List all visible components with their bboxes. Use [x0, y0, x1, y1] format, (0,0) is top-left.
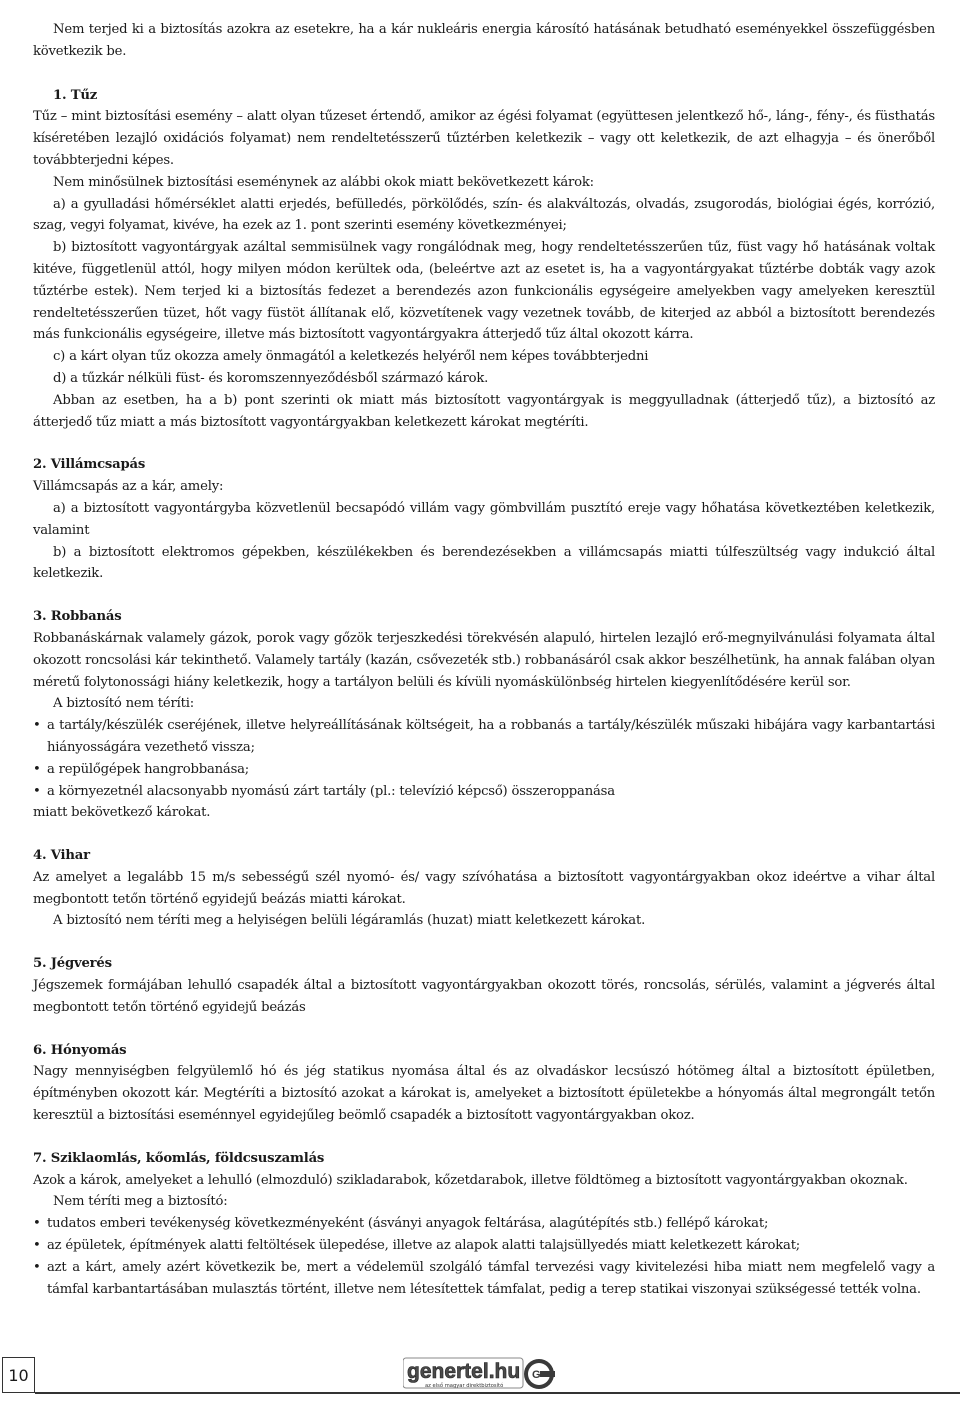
- section-title-landslide: 7. Sziklaomlás, kőomlás, földcsuszamlás: [33, 1150, 325, 1166]
- landslide-exclusion-item: • az épületek, építmények alatti feltöltések ülepedése, illetve az alapok alatti talajsüllyedés miatt keletkezett károkat;: [33, 1235, 935, 1257]
- lightning-item-b: b) a biztosított elektromos gépekben, készülékekben és berendezésekben a villámcsapás miatti túlfeszültség vagy indukció által keletkezik.: [33, 544, 935, 582]
- section-title-lightning: 2. Villámcsapás: [33, 457, 146, 473]
- fire-exclusions-intro: Nem minősülnek biztosítási eseménynek az alábbi okok miatt bekövetkezett károk:: [53, 174, 594, 190]
- lightning-intro: Villámcsapás az a kár, amely:: [33, 479, 224, 495]
- section-title-snow: 6. Hónyomás: [33, 1042, 127, 1058]
- explosion-exclusion-item: • a repülőgépek hangrobbanása;: [33, 759, 935, 781]
- logo-wordmark: genertel.hu: [407, 1360, 521, 1383]
- fire-exclusion-c: c) a kárt olyan tűz okozza amely önmagától a keletkezés helyéről nem képes továbbterjedni: [53, 349, 649, 365]
- storm-definition: Az amelyet a legalább 15 m/s sebességű szél nyomó- és/ vagy szívóhatása a biztosított vagyontárgyakban okoz ideértve a vihar által megbontott tetőn történő egyidejű beázás miatti károkat.: [33, 869, 935, 907]
- explosion-exclusion-item: • a tartály/készülék cseréjének, illetve helyreállításának költségeit, ha a robbanás a tartály/készülék műszaki hibájára vagy karbantartási hiányosságára vezethető vissza;: [33, 715, 935, 759]
- explosion-closing: miatt bekövetkező károkat.: [33, 805, 211, 821]
- section-title-explosion: 3. Robbanás: [33, 609, 122, 625]
- page-number: 10: [2, 1357, 35, 1393]
- landslide-definition: Azok a károk, amelyeket a lehulló (elmozduló) szikladarabok, kőzetdarabok, illetve földtömeg a biztosított vagyontárgyakban okoznak.: [33, 1172, 908, 1188]
- hail-definition: Jégszemek formájában lehulló csapadék által a biztosított vagyontárgyakban okozott törés, roncsolás, sérülés, valamint a jégverés által megbontott tetőn történő egyidejű beázás: [33, 978, 935, 1015]
- section-title-hail: 5. Jégverés: [33, 956, 112, 972]
- snow-definition: Nagy mennyiségben felgyülemlő hó és jég statikus nyomása által és az olvadáskor lecsúszó hótömeg által a biztosított épületben, építményben okozott kár. Megtéríti a biztosító azokat a károkat is, amelyeket a biztosított épületekbe a hónyomás által megrongált tetőn keresztül a biztosítási eseménnyel egyidejűleg beömlő csapadék a biztosított vagyontárgyakban okoz.: [33, 1064, 935, 1124]
- landslide-exclusions-intro: Nem téríti meg a biztosító:: [53, 1194, 228, 1210]
- explosion-exclusions-intro: A biztosító nem téríti:: [53, 696, 194, 712]
- fire-exclusion-b: b) biztosított vagyontárgyak azáltal semmisülnek vagy rongálódnak meg, hogy rendeltetésszerűen tűz, füst vagy hő hatásának voltak kitéve, függetlenül attól, hogy milyen módon kerültek oda, (beleértve azt az esetet is, ha a vagyontárgyakat tűztérbe dobták vagy azok tűztérbe estek). Nem terjed ki a biztosítás fedezet a berendezés azon funkcionális egységeire amelyekben vagy amelyeken keresztül rendeltetésszerűen tüzet, hőt vagy füstöt állítanak elő, közvetítenek vagy vezetnek tovább, de kiterjed az abból a biztosított berendezés más funkcionális egységeire, illetve más biztosított vagyontárgyakra átterjedő tűz által okozott kárra.: [33, 240, 935, 343]
- fire-exclusion-d: d) a tűzkár nélküli füst- és koromszennyeződésből származó károk.: [53, 370, 489, 386]
- explosion-definition: Robbanáskárnak valamely gázok, porok vagy gőzök terjeszkedési törekvésén alapuló, hirtelen lezajló erő-megnyilvánulási folyamata által okozott roncsolási kár tekinthető. Valamely tartály (kazán, csővezeték stb.) robbanásáról csak akkor beszélhetünk, ha annak falában olyan méretű folytonossági hiány keletkezik, hogy a tartályon belüli és kívüli nyomáskülönbség hirtelen kiegyenlítődésére kerül sor.: [33, 630, 935, 690]
- section-title-storm: 4. Vihar: [33, 848, 90, 864]
- explosion-exclusion-item: • a környezetnél alacsonyabb nyomású zárt tartály (pl.: televízió képcső) összeroppanása: [33, 781, 935, 803]
- lightning-item-a: a) a biztosított vagyontárgyba közvetlenül becsapódó villám vagy gömbvillám pusztító ereje vagy hőhatása következtében keletkezik, valamint: [33, 500, 935, 538]
- landslide-exclusion-item: • azt a kárt, amely azért következik be, mert a védelemül szolgáló támfal tervezési vagy kivitelezési hiba miatt nem megfelelő vagy a támfal karbantartásában mulasztás történt, illetve nem létesítettek támfalat, pedig a terep statikai viszonyai szükségessé tették volna.: [33, 1257, 935, 1301]
- genertel-logo: [403, 1356, 555, 1392]
- document-body: [33, 19, 935, 1300]
- landslide-exclusion-item: • tudatos emberi tevékenység következményeként (ásványi anyagok feltárása, alagútépítés stb.) fellépő károkat;: [33, 1213, 935, 1235]
- svg-text:G: G: [532, 1369, 541, 1381]
- logo-tagline: az első magyar direktbiztosító: [425, 1383, 504, 1389]
- fire-exclusion-a: a) a gyulladási hőmérséklet alatti erjedés, befülledés, pörkölődés, szín- és alakváltozás, olvadás, zsugorodás, biológiai égés, korrózió, szag, vegyi folyamat, kivéve, ha ezek az 1. pont szerinti esemény következményei;: [33, 196, 935, 234]
- section-title-fire: 1. Tűz: [53, 87, 98, 103]
- intro-paragraph: Nem terjed ki a biztosítás azokra az esetekre, ha a kár nukleáris energia károsító hatásának betudható eseményekkel összefüggésben következik be.: [33, 22, 935, 59]
- fire-definition: Tűz – mint biztosítási esemény – alatt olyan tűzeset értendő, amikor az égési folyamat (együttesen jelentkező hő-, láng-, fény-, és füsthatás kíséretében lezajló oxidációs folyamat) nem rendeltetésszerű tűztérben keletkezik – vagy ott keletkezik, de azt elhagyja – és önerőből továbbterjedni képes.: [33, 109, 935, 168]
- storm-exclusion: A biztosító nem téríti meg a helyiségen belüli légáramlás (huzat) miatt keletkezett károkat.: [53, 913, 646, 929]
- fire-spread-paragraph: Abban az esetben, ha a b) pont szerinti ok miatt más biztosított vagyontárgyak is meggyulladnak (átterjedő tűz), a biztosító az átterjedő tűz miatt a más biztosított vagyontárgyakban keletkezett károkat megtéríti.: [33, 392, 935, 430]
- footer-rule: [35, 1392, 960, 1394]
